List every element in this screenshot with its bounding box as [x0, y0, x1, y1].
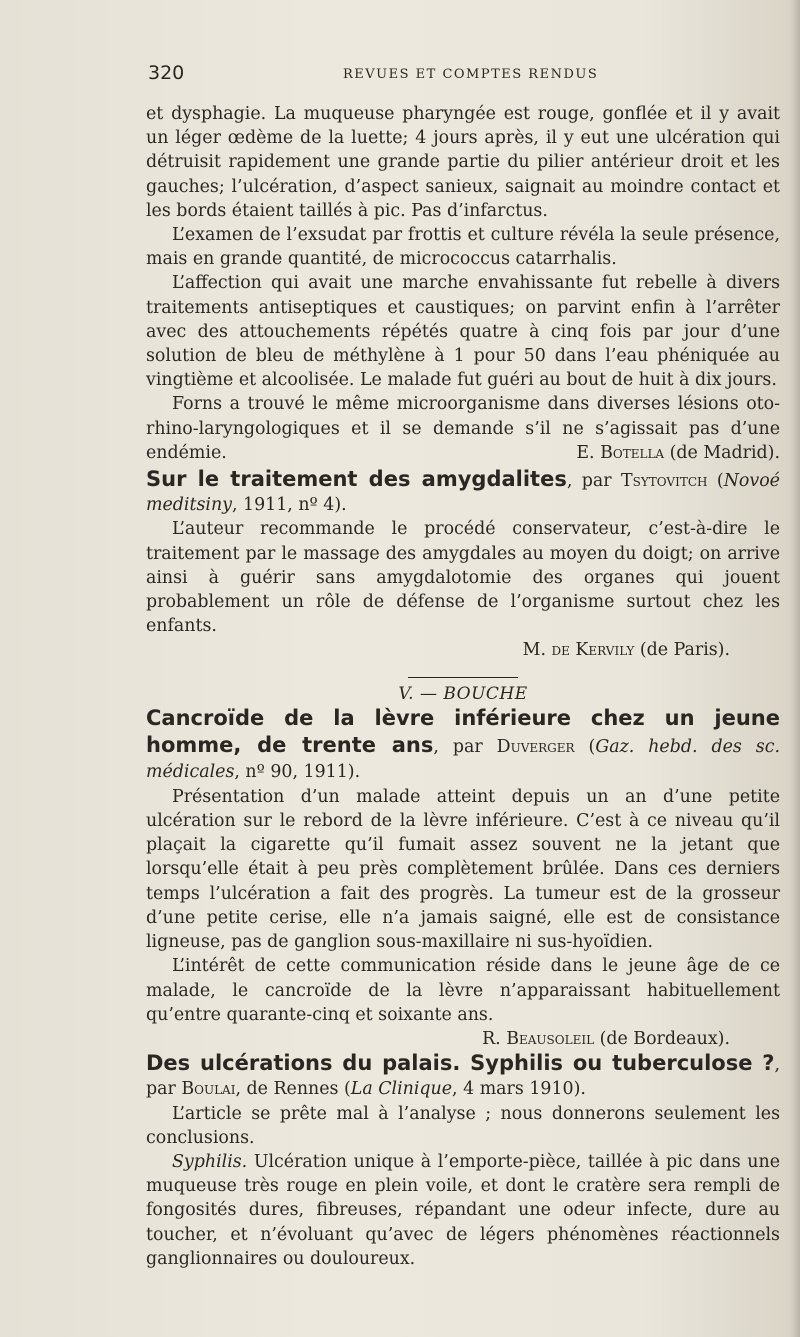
article1-paragraph-4-text: Forns a trouvé le même microorganisme dans diverses lésions oto-rhino-laryngologiques et il se demande s’il ne s’agissait pas d’une endémie. — [146, 394, 780, 463]
article2-paren: ( — [707, 471, 724, 492]
article2-author: Tsytovitch — [621, 471, 708, 492]
article3-author: Duverger — [496, 736, 575, 757]
article3-paren: ( — [574, 736, 596, 757]
page-header — [148, 62, 780, 88]
article2-paragraph-1: L’auteur recommande le procédé conservateur, c’est-à-dire le traitement par le massage des amygdales au moyen du doigt; on arrive ainsi à guérir sans amygdalotomie des organes qui jouent probablement un rôle de défense de l’organisme surtout chez les enfants. — [146, 519, 780, 637]
signature-name: de Kervily — [551, 640, 635, 661]
article1-paragraph-2: L’examen de l’exsudat par frottis et culture révéla la seule présence, mais en grande quantité, de micrococcus catarrhalis. — [146, 225, 780, 270]
section-divider — [408, 677, 518, 678]
article4-title: Des ulcérations du palais. Syphilis ou tuberculose ? — [146, 1051, 775, 1076]
article3-heading — [146, 706, 780, 785]
article3-by: , par — [433, 736, 497, 757]
article3-paragraph-2: L’intérêt de cette communication réside dans le jeune âge de ce malade, le cancroïde de la lèvre n’apparaissant habituellement qu’entre quarante-cinq et soixante ans. — [146, 956, 780, 1025]
body-text — [146, 102, 780, 1271]
article3-paragraph-1: Présentation d’un malade atteint depuis un an d’une petite ulcération sur le rebord de la lèvre inférieure. C’est à ce niveau qu’il plaçait la cigarette qu’il fumait assez souvent ne la jetant que lorsqu’elle était à peu près complètement brûlée. Dans ces derniers temps l’ulcération a fait des progrès. La tumeur est de la grosseur d’une petite cerise, elle n’a jamais saigné, elle est de consistance ligneuse, pas de ganglion sous-maxillaire ni sus-hyoïdien. — [146, 786, 780, 953]
article3-signature — [146, 1027, 780, 1051]
article3-source-details: , nº 90, 1911). — [234, 761, 361, 782]
signature-name: Botella — [600, 442, 665, 463]
running-title: REVUES ET COMPTES RENDUS — [343, 67, 599, 82]
article1-signature — [550, 441, 780, 465]
signature-initial: R. — [482, 1028, 507, 1049]
article2-by: , par — [566, 471, 622, 492]
article1-paragraph-1: et dysphagie. La muqueuse pharyngée est rouge, gonflée et il y avait un léger œdème de la luette; 4 jours après, il y eut une ulcération qui détruisit rapidement une grande partie du pilier antérieur droit et les gauches; l’ulcération, d’aspect sanieux, saignait au moindre contact et les bords étaient taillés à pic. Pas d’infarctus. — [146, 104, 780, 221]
signature-place: (de Madrid). — [664, 442, 780, 463]
page-number: 320 — [148, 62, 185, 84]
section-title: V. — BOUCHE — [398, 683, 528, 704]
article2-heading — [146, 467, 780, 517]
page-edge-shadow — [790, 0, 800, 1337]
signature-initial: E. — [576, 442, 601, 463]
article4-by: , par — [146, 1055, 780, 1100]
article4-paragraph-2-lead: Syphilis. — [172, 1151, 248, 1172]
article4-paragraph-1: L’article se prête mal à l’analyse ; nous donnerons seulement les conclusions. — [146, 1103, 780, 1148]
article4-paragraph-2 — [146, 1150, 780, 1271]
article4-source: La Clinique — [350, 1079, 453, 1100]
article4-location: , de Rennes ( — [235, 1079, 351, 1100]
article2-title: Sur le traitement des amygdalites — [146, 467, 567, 492]
signature-place: (de Paris). — [634, 640, 730, 661]
article4-paragraph-2-text: Ulcération unique à l’emporte-pièce, taillée à pic dans une muqueuse très rouge en plein voile, et dont le cratère sera rempli de fongosités dures, fibreuses, répandant une odeur infecte, dure au toucher, et n’évoluant qu’avec de légers phénomènes réactionnels ganglionnaires ou douloureux. — [146, 1151, 780, 1269]
article4-author: Boulai — [181, 1079, 236, 1100]
article2-source: Novoé meditsiny — [146, 471, 780, 516]
signature-place: (de Bordeaux). — [594, 1028, 730, 1049]
article4-source-details: , 4 mars 1910). — [452, 1079, 586, 1100]
article4-heading — [146, 1051, 780, 1101]
article2-source-details: , 1911, nº 4). — [231, 495, 347, 516]
article1-paragraph-3: L’affection qui avait une marche envahissante fut rebelle à divers traitements antiseptiques et caustiques; on parvint enfin à l’arrêter avec des attouchements répétés quatre à cinq fois par jour d’une solution de bleu de méthylène à 1 pour 50 dans l’eau phéniquée au vingtième et alcoolisée. Le malade fut guéri au bout de huit à dix jours. — [146, 273, 780, 391]
article2-signature — [146, 638, 780, 662]
signature-name: Beausoleil — [506, 1028, 595, 1049]
article3-source: Gaz. hebd. des sc. médicales — [146, 736, 780, 782]
article1-paragraph-4 — [146, 392, 780, 465]
article3-title: Cancroïde de la lèvre inférieure chez un jeune homme, de trente ans — [146, 705, 780, 757]
signature-initial: M. — [522, 640, 552, 661]
